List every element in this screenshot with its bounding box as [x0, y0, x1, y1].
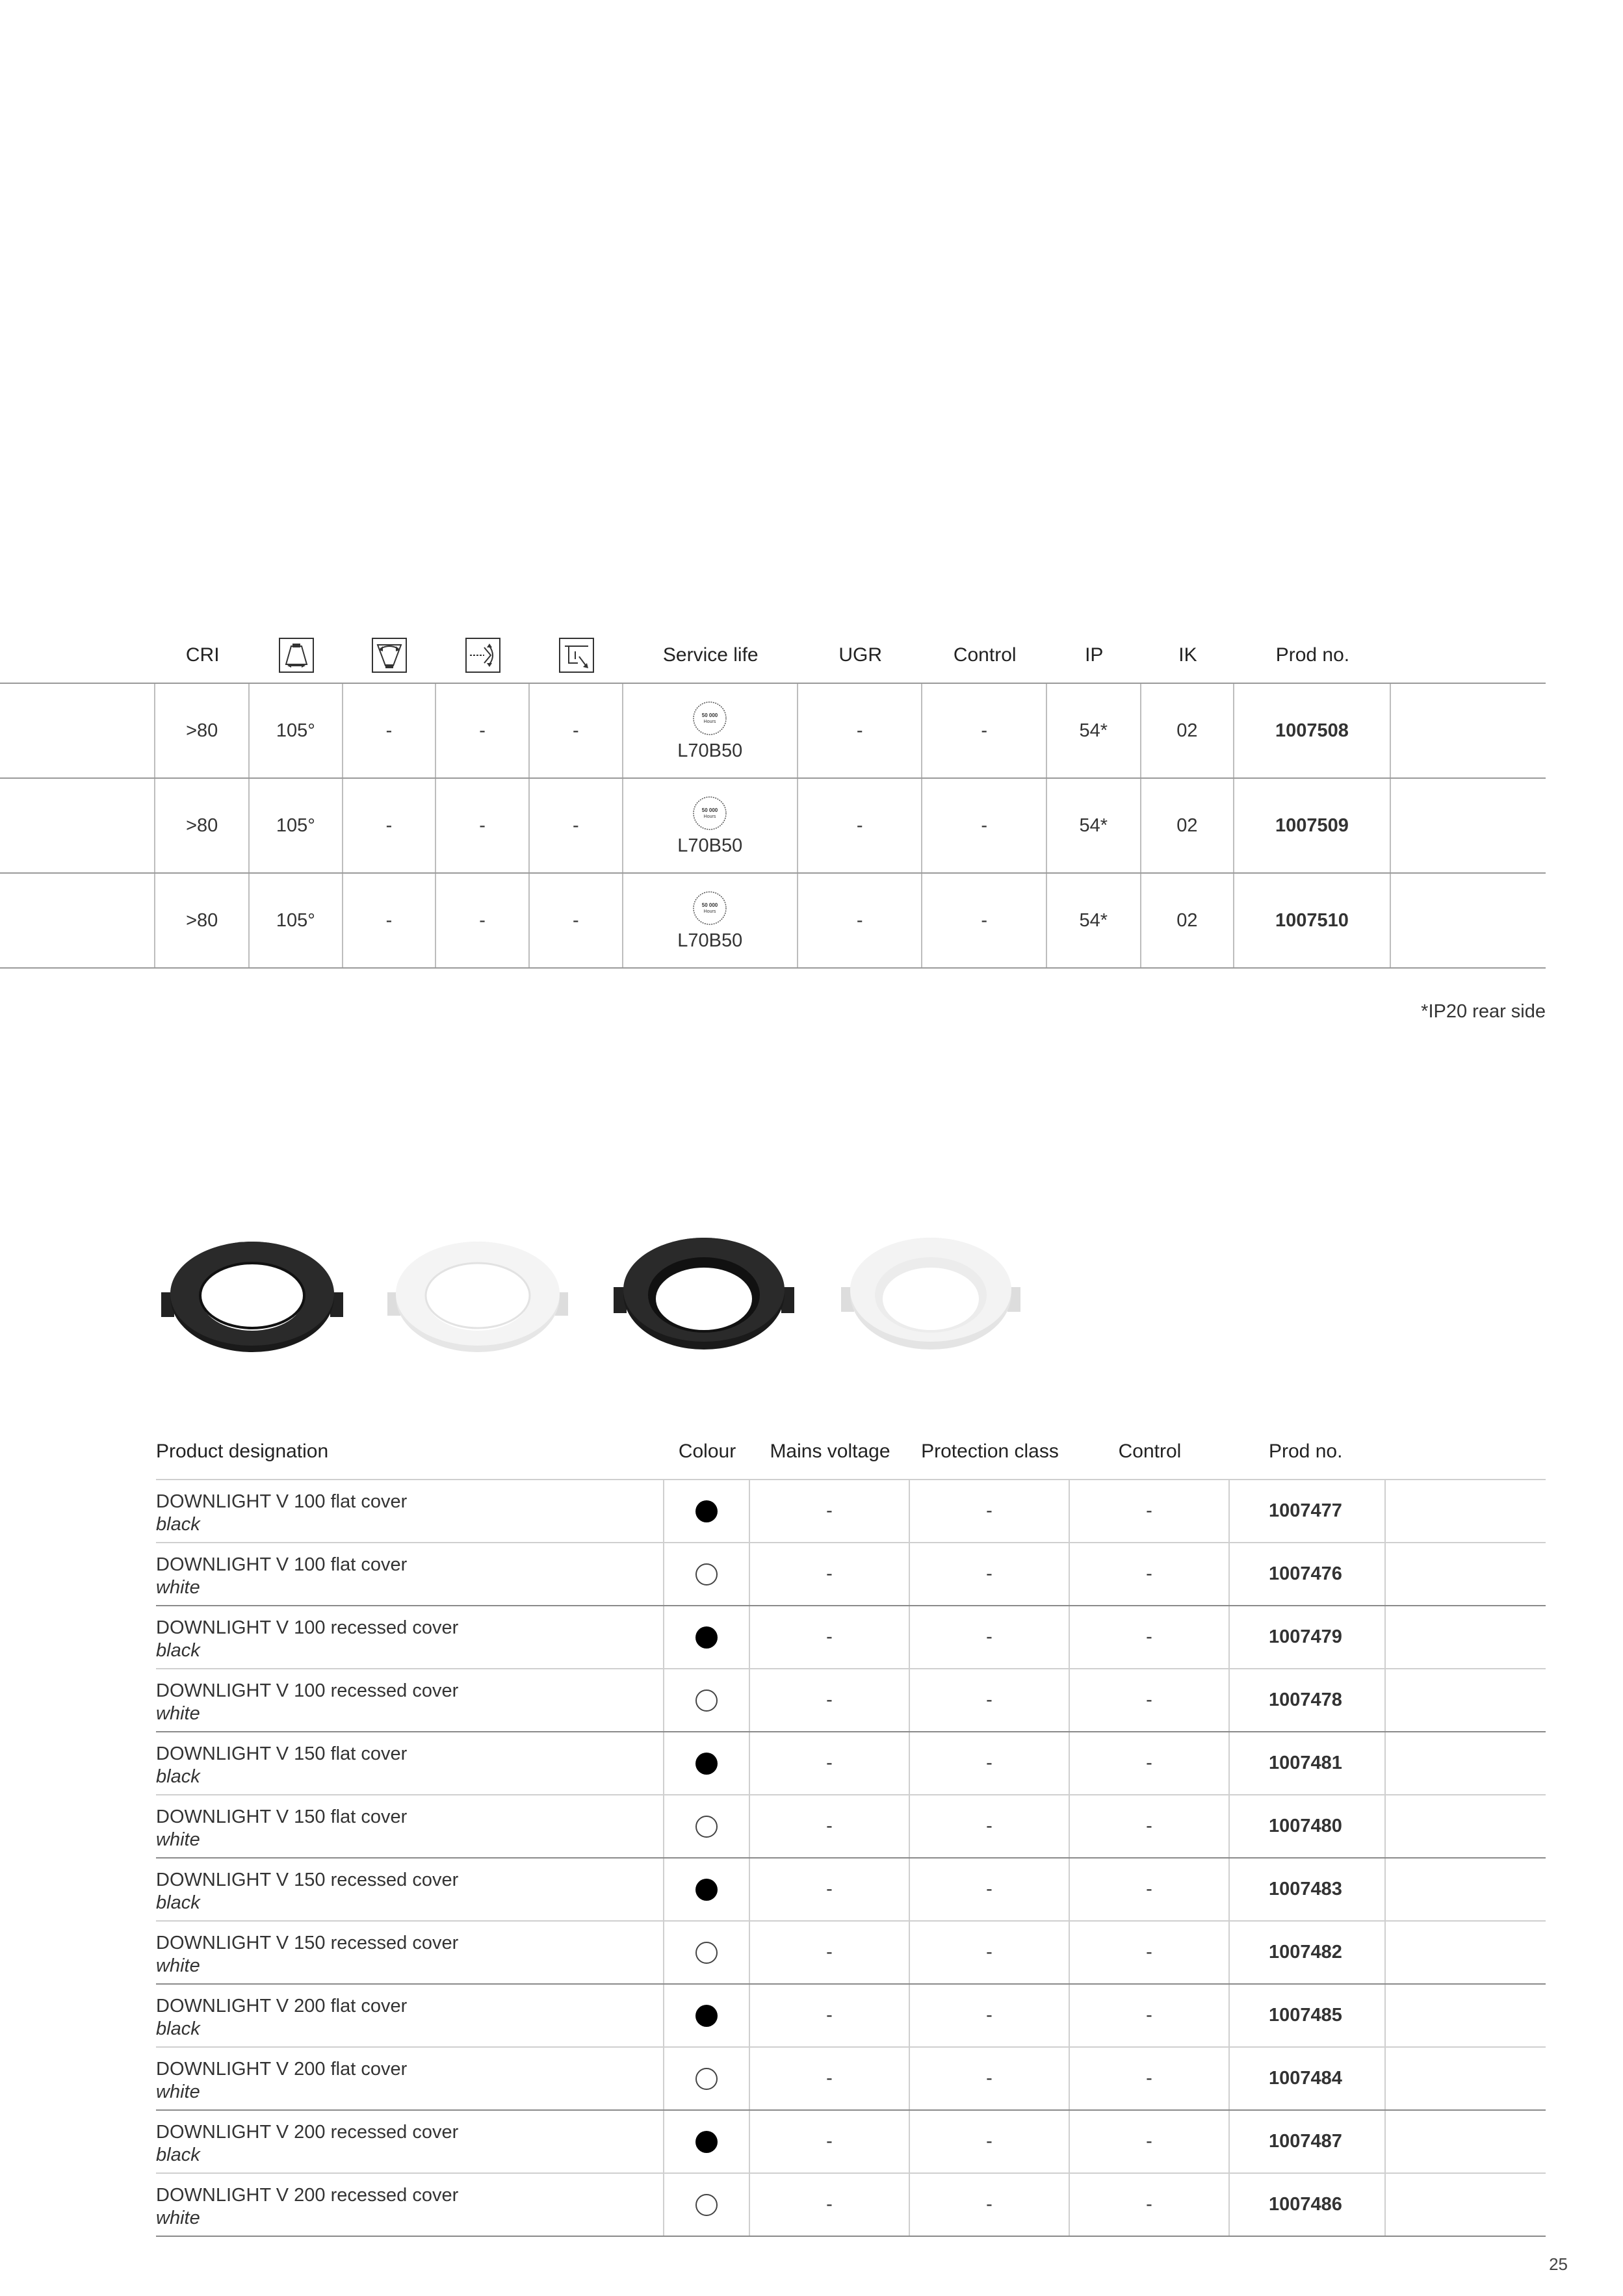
- prod-no-value: 1007477: [1230, 1480, 1386, 1542]
- ip-value: 54*: [1047, 779, 1141, 872]
- protection-class-value: -: [910, 1543, 1070, 1605]
- adjust-value: -: [530, 684, 623, 777]
- product-colour-label: black: [156, 1892, 200, 1913]
- mains-voltage-value: -: [750, 1543, 910, 1605]
- prod-no-value: 1007483: [1230, 1859, 1386, 1920]
- spec-row: [0, 779, 1546, 874]
- service-life-cell: [623, 779, 798, 872]
- mains-voltage-value: -: [750, 1732, 910, 1794]
- mains-voltage-value: -: [750, 2111, 910, 2172]
- hours-value: 50 000: [702, 712, 718, 718]
- header-ugr: UGR: [838, 644, 883, 666]
- product-name: DOWNLIGHT V 150 flat cover: [156, 1807, 408, 1827]
- white-recessed-cover-image: [841, 1238, 1020, 1350]
- product-colour-label: black: [156, 2145, 200, 2165]
- hours-value: 50 000: [702, 902, 718, 908]
- prod-no-value: 1007482: [1230, 1922, 1386, 1983]
- table-row: [156, 1480, 1546, 1543]
- header-protection-class: Protection class: [921, 1440, 1059, 1462]
- protection-class-value: -: [910, 1859, 1070, 1920]
- header-ik: IK: [1178, 644, 1197, 666]
- hours-unit: Hours: [703, 719, 716, 724]
- prod-no-value: 1007478: [1230, 1669, 1386, 1731]
- header-control: Control: [953, 644, 1017, 666]
- hours-clock-icon: [692, 795, 728, 831]
- product-designation-cell: [156, 2048, 664, 2109]
- product-colour-label: white: [156, 1703, 200, 1724]
- colour-swatch: [695, 1816, 718, 1838]
- header-service-life: Service life: [662, 644, 759, 666]
- protection-class-value: -: [910, 2111, 1070, 2172]
- product-designation-cell: [156, 2111, 664, 2172]
- colour-swatch: [695, 1626, 718, 1649]
- prod-no-value: 1007476: [1230, 1543, 1386, 1605]
- product-colour-label: black: [156, 1766, 200, 1787]
- hours-clock-icon: [692, 700, 728, 737]
- control-value: -: [1070, 1985, 1230, 2046]
- product-name: DOWNLIGHT V 150 recessed cover: [156, 1933, 459, 1953]
- service-life-value: L70B50: [677, 835, 743, 856]
- footnote: *IP20 rear side: [1421, 1001, 1546, 1022]
- product-table: [156, 1424, 1546, 2237]
- hours-value: 50 000: [702, 807, 718, 813]
- tilt-value: -: [343, 779, 437, 872]
- ik-value: 02: [1141, 684, 1235, 777]
- adjust-icon: [530, 627, 623, 683]
- table-row: [156, 1795, 1546, 1859]
- prod-no-value: 1007510: [1234, 874, 1390, 967]
- product-name: DOWNLIGHT V 200 flat cover: [156, 2059, 408, 2080]
- ugr-value: -: [798, 779, 923, 872]
- mains-voltage-value: -: [750, 1985, 910, 2046]
- control-value: -: [1070, 1543, 1230, 1605]
- colour-cell: [664, 1543, 750, 1605]
- header-colour: Colour: [678, 1440, 736, 1462]
- protection-class-value: -: [910, 1480, 1070, 1542]
- rotate-value: -: [436, 779, 530, 872]
- prod-no-value: 1007508: [1234, 684, 1390, 777]
- colour-swatch: [695, 2068, 718, 2090]
- service-life-cell: [623, 684, 798, 777]
- ugr-value: -: [798, 874, 923, 967]
- colour-cell: [664, 1985, 750, 2046]
- header-cri: CRI: [185, 644, 220, 666]
- mains-voltage-value: -: [750, 2174, 910, 2236]
- colour-cell: [664, 2111, 750, 2172]
- rotation-icon: [436, 627, 530, 683]
- product-designation-cell: [156, 2174, 664, 2236]
- product-name: DOWNLIGHT V 100 flat cover: [156, 1491, 408, 1512]
- product-designation-cell: [156, 1985, 664, 2046]
- product-name: DOWNLIGHT V 100 flat cover: [156, 1554, 408, 1575]
- spec-table-header: [0, 627, 1546, 684]
- beam-value: 105°: [250, 874, 343, 967]
- black-flat-cover-image: [161, 1242, 343, 1352]
- control-value: -: [922, 874, 1047, 967]
- protection-class-value: -: [910, 1669, 1070, 1731]
- protection-class-value: -: [910, 1795, 1070, 1857]
- control-value: -: [1070, 1732, 1230, 1794]
- colour-swatch: [695, 1500, 718, 1522]
- control-value: -: [1070, 1480, 1230, 1542]
- mains-voltage-value: -: [750, 2048, 910, 2109]
- control-value: -: [1070, 2048, 1230, 2109]
- product-name: DOWNLIGHT V 200 recessed cover: [156, 2122, 459, 2143]
- header-ip: IP: [1085, 644, 1104, 666]
- colour-cell: [664, 1669, 750, 1731]
- product-name: DOWNLIGHT V 200 flat cover: [156, 1996, 408, 2016]
- beam-value: 105°: [250, 779, 343, 872]
- product-designation-cell: [156, 1732, 664, 1794]
- prod-no-value: 1007479: [1230, 1606, 1386, 1668]
- protection-class-value: -: [910, 1922, 1070, 1983]
- service-life-cell: [623, 874, 798, 967]
- protection-class-value: -: [910, 2174, 1070, 2236]
- product-designation-cell: [156, 1795, 664, 1857]
- product-colour-label: white: [156, 1577, 200, 1598]
- control-value: -: [922, 779, 1047, 872]
- product-designation-cell: [156, 1669, 664, 1731]
- table-row: [156, 1543, 1546, 1606]
- mains-voltage-value: -: [750, 1606, 910, 1668]
- table-row: [156, 2174, 1546, 2237]
- table-row: [156, 1606, 1546, 1669]
- product-designation-cell: [156, 1480, 664, 1542]
- protection-class-value: -: [910, 1985, 1070, 2046]
- prod-no-value: 1007480: [1230, 1795, 1386, 1857]
- prod-no-value: 1007485: [1230, 1985, 1386, 2046]
- mains-voltage-value: -: [750, 1669, 910, 1731]
- control-value: -: [1070, 1922, 1230, 1983]
- colour-swatch: [695, 1942, 718, 1964]
- table-row: [156, 1732, 1546, 1795]
- prod-no-value: 1007509: [1234, 779, 1390, 872]
- rotate-value: -: [436, 874, 530, 967]
- header-mains-voltage: Mains voltage: [770, 1440, 890, 1462]
- beam-value: 105°: [250, 684, 343, 777]
- control-value: -: [1070, 2111, 1230, 2172]
- colour-cell: [664, 1795, 750, 1857]
- rotate-value: -: [436, 684, 530, 777]
- control-value: -: [1070, 1859, 1230, 1920]
- prod-no-value: 1007487: [1230, 2111, 1386, 2172]
- prod-no-value: 1007481: [1230, 1732, 1386, 1794]
- cri-value: >80: [155, 874, 250, 967]
- product-colour-label: white: [156, 2208, 200, 2228]
- control-value: -: [1070, 1606, 1230, 1668]
- adjust-value: -: [530, 779, 623, 872]
- prod-no-value: 1007486: [1230, 2174, 1386, 2236]
- product-colour-label: white: [156, 1829, 200, 1850]
- ip-value: 54*: [1047, 874, 1141, 967]
- table-row: [156, 2111, 1546, 2174]
- product-name: DOWNLIGHT V 150 recessed cover: [156, 1870, 459, 1890]
- mains-voltage-value: -: [750, 1480, 910, 1542]
- mains-voltage-value: -: [750, 1795, 910, 1857]
- product-table-header: [156, 1424, 1546, 1480]
- header-control: Control: [1118, 1440, 1182, 1462]
- protection-class-value: -: [910, 2048, 1070, 2109]
- control-value: -: [1070, 1669, 1230, 1731]
- table-row: [156, 2048, 1546, 2111]
- black-recessed-cover-image: [614, 1238, 794, 1350]
- control-value: -: [1070, 1795, 1230, 1857]
- hours-unit: Hours: [703, 814, 716, 819]
- service-life-value: L70B50: [677, 740, 743, 761]
- spec-row: [0, 684, 1546, 779]
- ip-value: 54*: [1047, 684, 1141, 777]
- product-name: DOWNLIGHT V 100 recessed cover: [156, 1617, 459, 1638]
- control-value: -: [1070, 2174, 1230, 2236]
- colour-cell: [664, 1922, 750, 1983]
- colour-cell: [664, 1859, 750, 1920]
- colour-cell: [664, 1606, 750, 1668]
- header-prod-no: Prod no.: [1275, 644, 1350, 666]
- ik-value: 02: [1141, 874, 1235, 967]
- table-row: [156, 1985, 1546, 2048]
- service-life-value: L70B50: [677, 930, 743, 951]
- product-colour-label: white: [156, 1955, 200, 1976]
- product-designation-cell: [156, 1922, 664, 1983]
- mains-voltage-value: -: [750, 1859, 910, 1920]
- product-name: DOWNLIGHT V 100 recessed cover: [156, 1680, 459, 1701]
- colour-cell: [664, 1732, 750, 1794]
- product-name: DOWNLIGHT V 200 recessed cover: [156, 2185, 459, 2206]
- product-name: DOWNLIGHT V 150 flat cover: [156, 1743, 408, 1764]
- colour-swatch: [695, 2005, 718, 2027]
- control-value: -: [922, 684, 1047, 777]
- mains-voltage-value: -: [750, 1922, 910, 1983]
- spec-table: [0, 627, 1546, 969]
- spec-row: [0, 874, 1546, 969]
- colour-cell: [664, 2174, 750, 2236]
- colour-swatch: [695, 1689, 718, 1712]
- product-designation-cell: [156, 1859, 664, 1920]
- product-colour-label: black: [156, 2018, 200, 2039]
- product-colour-label: white: [156, 2081, 200, 2102]
- cri-value: >80: [155, 779, 250, 872]
- colour-cell: [664, 1480, 750, 1542]
- prod-no-value: 1007484: [1230, 2048, 1386, 2109]
- colour-cell: [664, 2048, 750, 2109]
- colour-swatch: [695, 1563, 718, 1585]
- hours-unit: Hours: [703, 909, 716, 914]
- header-prod-no: Prod no.: [1269, 1440, 1343, 1462]
- colour-swatch: [695, 1879, 718, 1901]
- protection-class-value: -: [910, 1606, 1070, 1668]
- colour-swatch: [695, 2194, 718, 2216]
- ugr-value: -: [798, 684, 923, 777]
- product-designation-cell: [156, 1606, 664, 1668]
- product-designation-cell: [156, 1543, 664, 1605]
- cri-value: >80: [155, 684, 250, 777]
- tilt-value: -: [343, 684, 437, 777]
- hours-clock-icon: [692, 890, 728, 926]
- header-product-designation: Product designation: [156, 1440, 329, 1462]
- page-number: 25: [1549, 2254, 1568, 2274]
- colour-swatch: [695, 2131, 718, 2153]
- tilt-icon: [343, 627, 437, 683]
- product-colour-label: black: [156, 1514, 200, 1535]
- table-row: [156, 1922, 1546, 1985]
- colour-swatch: [695, 1753, 718, 1775]
- tilt-value: -: [343, 874, 437, 967]
- product-colour-label: black: [156, 1640, 200, 1661]
- ik-value: 02: [1141, 779, 1235, 872]
- table-row: [156, 1669, 1546, 1732]
- protection-class-value: -: [910, 1732, 1070, 1794]
- white-flat-cover-image: [387, 1242, 568, 1352]
- beam-angle-icon: [250, 627, 343, 683]
- adjust-value: -: [530, 874, 623, 967]
- product-images: [156, 1222, 1046, 1352]
- table-row: [156, 1859, 1546, 1922]
